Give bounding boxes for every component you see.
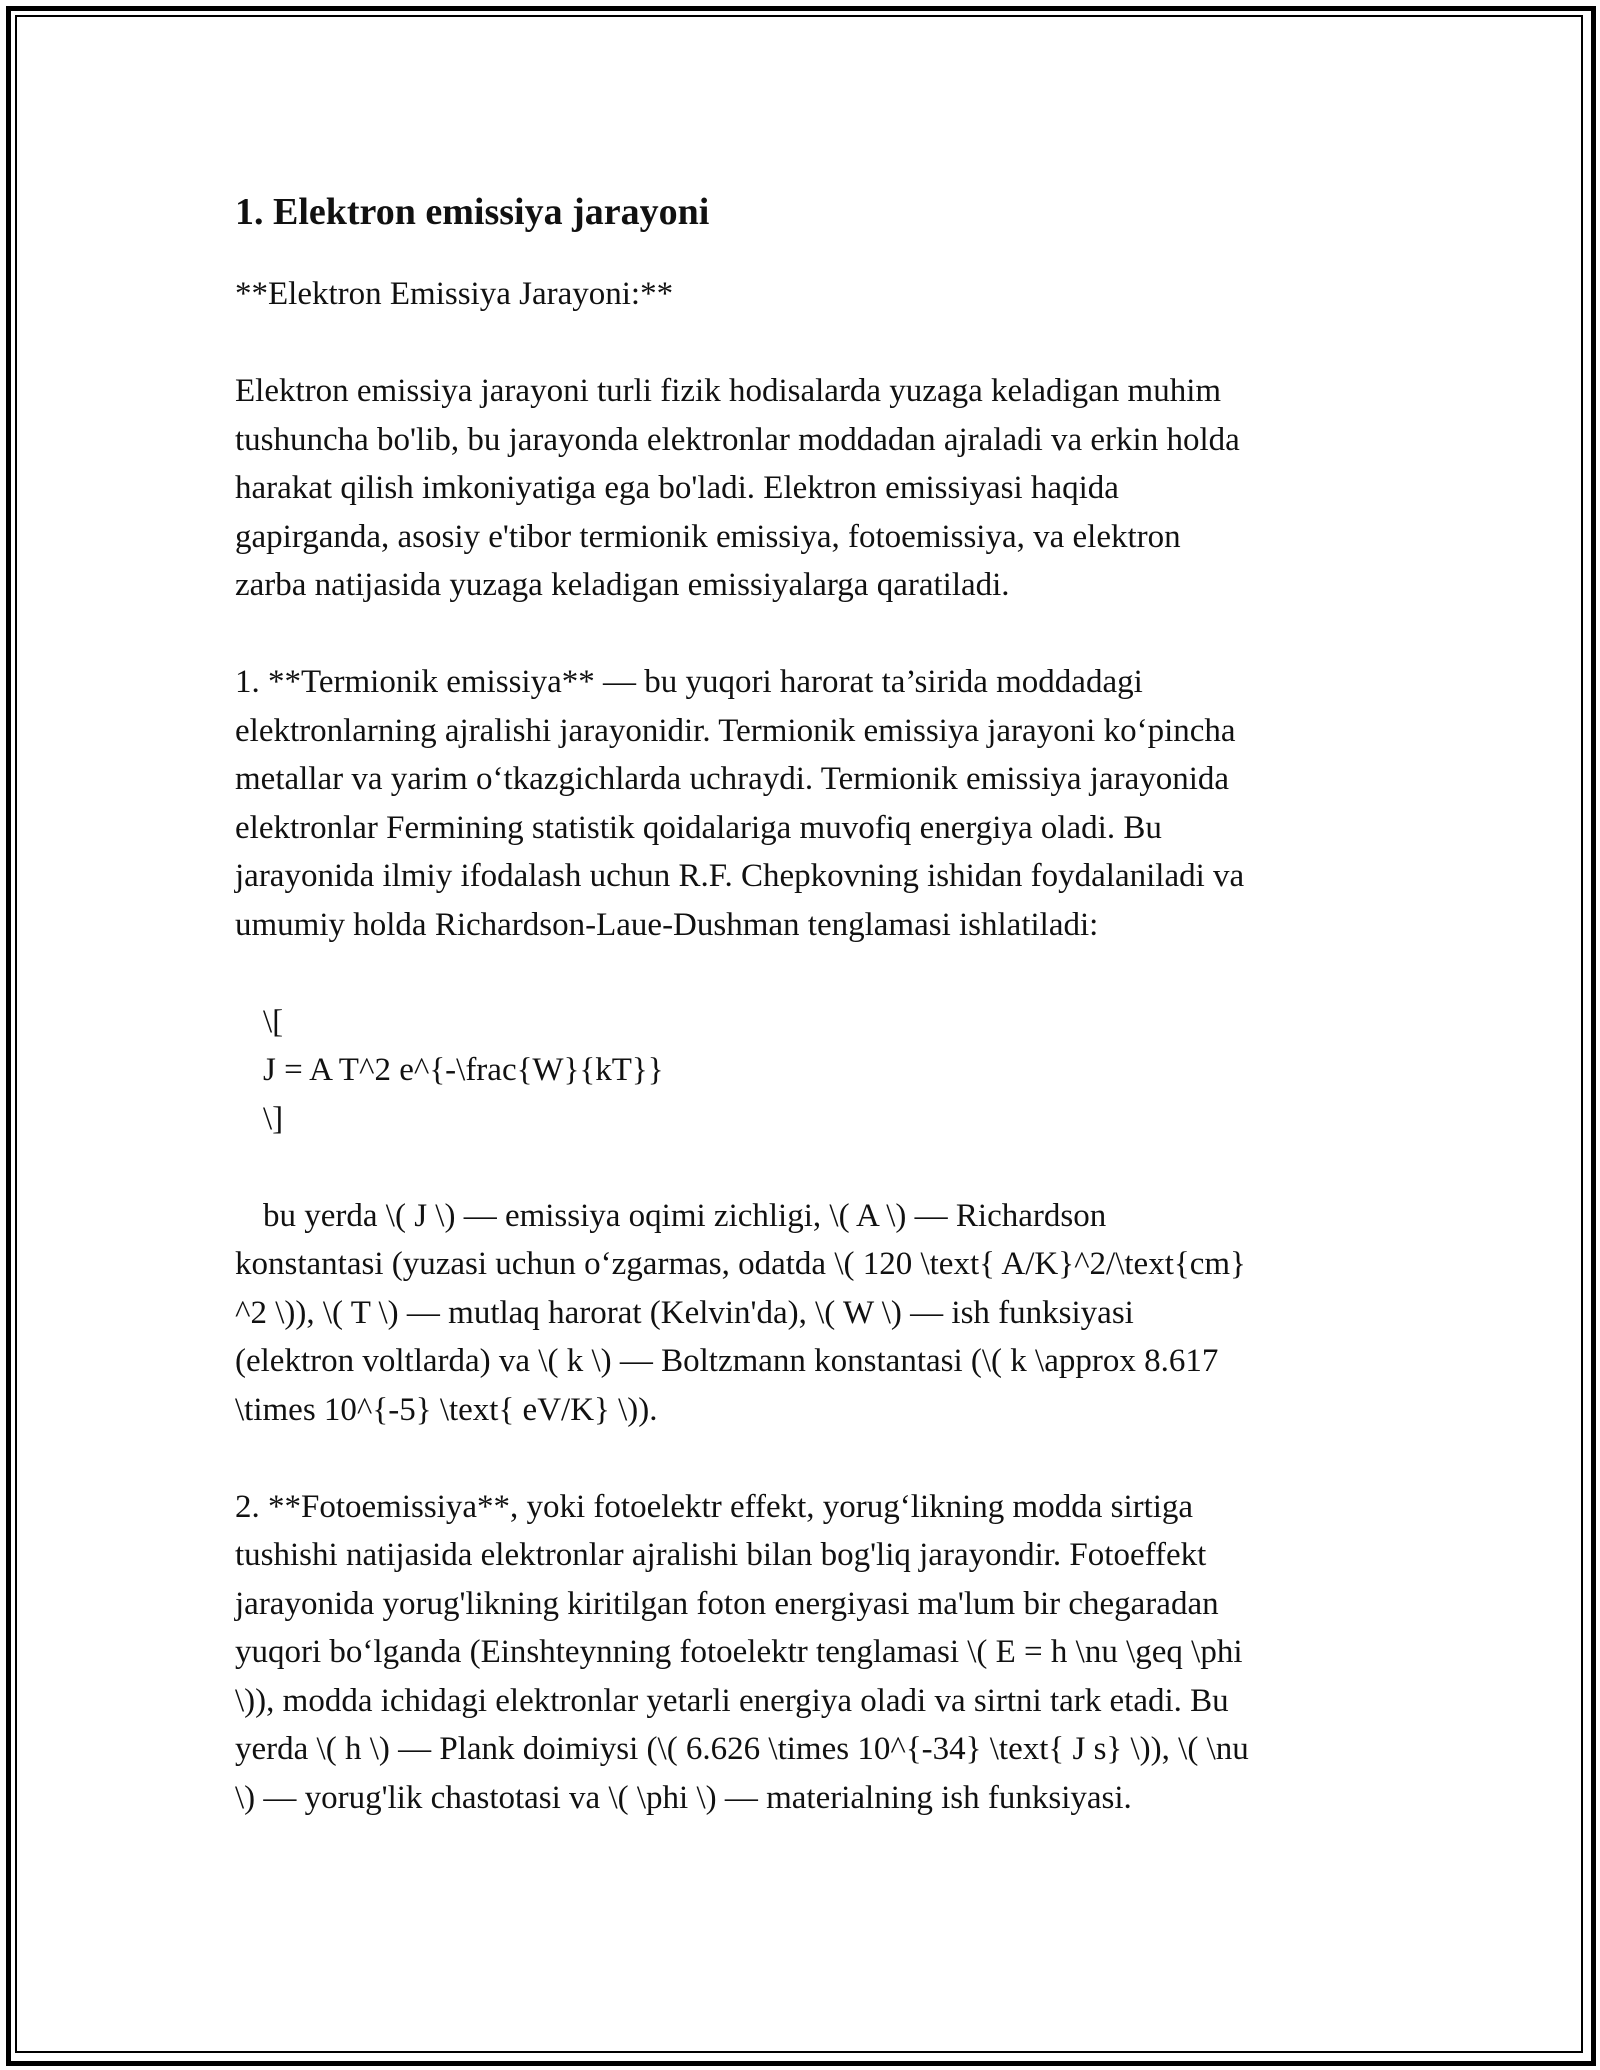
document-body xyxy=(235,188,1365,1822)
text-line: zarba natijasida yuzaga keladigan emissiyalarga qaratiladi. xyxy=(235,567,1010,603)
text-line: Elektron emissiya jarayoni turli fizik hodisalarda yuzaga keladigan muhim xyxy=(235,373,1222,409)
text-line: yerda \( h \) — Plank doimiysi (\( 6.626 \times 10^{-34} \text{ J s} \)), \( \nu xyxy=(235,1731,1249,1767)
text-line: jarayonida yorug'likning kiritilgan foton energiyasi ma'lum bir chegaradan xyxy=(235,1585,1219,1622)
text-line: (elektron voltlarda) va \( k \) — Boltzmann konstantasi (\( k \approx 8.617 xyxy=(235,1343,1219,1379)
section-heading: 1. Elektron emissiya jarayoni xyxy=(235,191,710,233)
fotoemissiya-paragraph xyxy=(235,1483,1365,1823)
text-line: tushishi natijasida elektronlar ajralishi bilan bog'liq jarayondir. Fotoeffekt xyxy=(235,1537,1207,1573)
text-line: 2. **Fotoemissiya**, yoki fotoelektr effekt, yorug‘likning modda sirtiga xyxy=(235,1488,1194,1525)
blank-line xyxy=(235,610,1365,659)
formula-line: J = A T^2 e^{-\frac{W}{kT}} xyxy=(263,1052,664,1088)
formula-line: \] xyxy=(263,1100,284,1137)
text-line: elektronlar Fermining statistik qoidalariga muvofiq energiya oladi. Bu xyxy=(235,809,1162,846)
text-line: \) — yorug'lik chastotasi va \( \phi \) — materialning ish funksiyasi. xyxy=(235,1779,1132,1816)
subtitle: **Elektron Emissiya Jarayoni:** xyxy=(235,276,674,312)
text-line: \)), modda ichidagi elektronlar yetarli energiya oladi va sirtni tark etadi. Bu xyxy=(235,1682,1229,1719)
text-line: yuqori bo‘lganda (Einshteynning fotoelektr tenglamasi \( E = h \nu \geq \phi xyxy=(235,1634,1243,1670)
blank-line xyxy=(235,1434,1365,1483)
explanation-paragraph xyxy=(235,1192,1365,1435)
text-line: \times 10^{-5} \text{ eV/K} \)). xyxy=(235,1391,658,1428)
text-line: umumiy holda Richardson-Laue-Dushman tenglamasi ishlatiladi: xyxy=(235,906,1099,943)
text-line: tushuncha bo'lib, bu jarayonda elektronlar moddadan ajraladi va erkin holda xyxy=(235,421,1240,458)
text-line: konstantasi (yuzasi uchun o‘zgarmas, odatda \( 120 \text{ A/K}^2/\text{cm} xyxy=(235,1246,1246,1282)
text-line: jarayonida ilmiy ifodalash uchun R.F. Chepkovning ishidan foydalaniladi va xyxy=(235,858,1245,894)
text-line: ^2 \)), \( T \) — mutlaq harorat (Kelvin'da), \( W \) — ish funksiyasi xyxy=(235,1294,1134,1331)
formula-line: \[ xyxy=(263,1003,284,1040)
blank-line xyxy=(235,949,1365,998)
text-line: metallar va yarim o‘tkazgichlarda uchraydi. Termionik emissiya jarayonida xyxy=(235,761,1230,797)
text-line: bu yerda \( J \) — emissiya oqimi zichligi, \( A \) — Richardson xyxy=(263,1197,1107,1234)
blank-line xyxy=(235,1143,1365,1192)
blank-line xyxy=(235,319,1365,368)
text-line: elektronlarning ajralishi jarayonidir. Termionik emissiya jarayoni ko‘pincha xyxy=(235,712,1236,749)
text-line: 1. **Termionik emissiya** — bu yuqori harorat ta’sirida moddadagi xyxy=(235,664,1143,700)
text-line: gapirganda, asosiy e'tibor termionik emissiya, fotoemissiya, va elektron xyxy=(235,518,1181,555)
termionik-paragraph xyxy=(235,658,1365,949)
formula-block xyxy=(235,998,1365,1144)
intro-paragraph xyxy=(235,367,1365,610)
text-line: harakat qilish imkoniyatiga ega bo'ladi. Elektron emissiyasi haqida xyxy=(235,470,1119,506)
